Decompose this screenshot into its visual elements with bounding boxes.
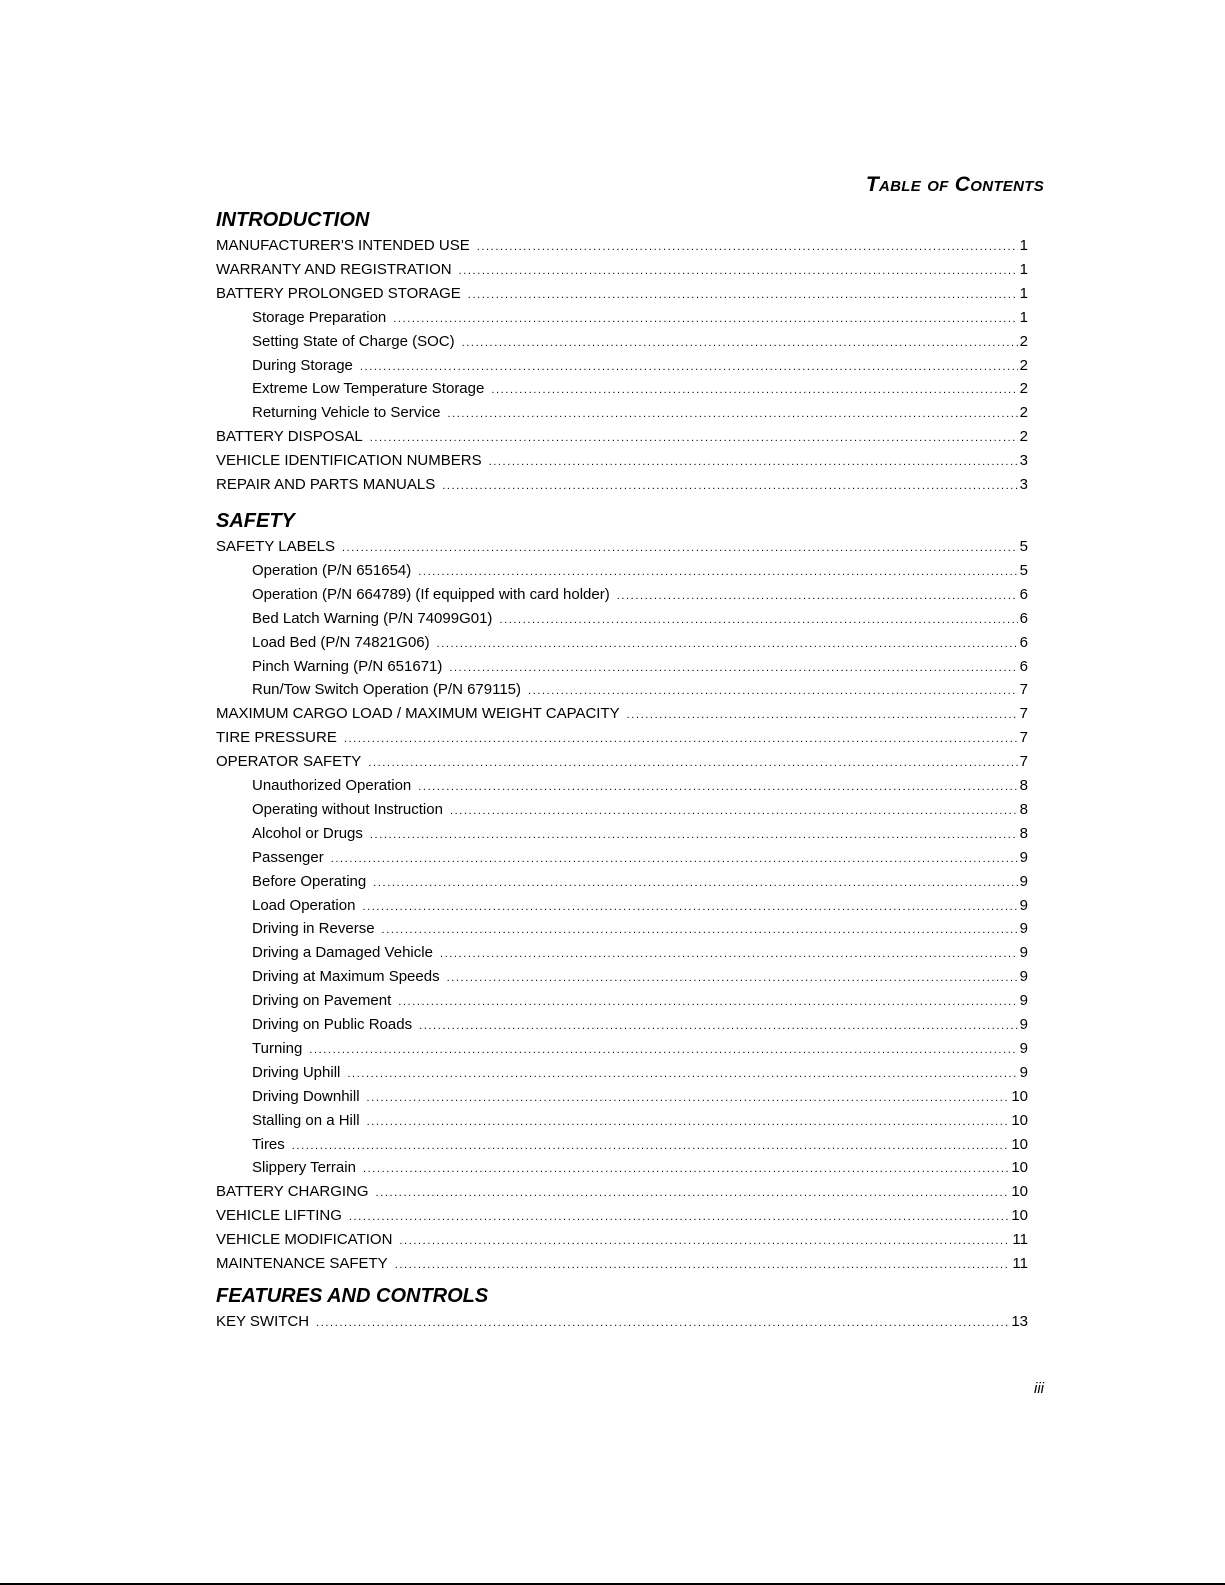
toc-entry-label: Unauthorized Operation	[252, 777, 412, 794]
toc-entry-page: 7	[1019, 753, 1028, 771]
toc-subentry[interactable]	[252, 633, 1028, 653]
toc-entry-page: 10	[1011, 1159, 1028, 1177]
dot-leader	[528, 681, 1018, 701]
toc-entry-page: 10	[1011, 1135, 1028, 1153]
toc-entry-page: 3	[1019, 452, 1028, 470]
dot-leader	[419, 1016, 1018, 1036]
dot-leader	[368, 753, 1017, 773]
toc-entry-page: 2	[1019, 332, 1028, 350]
toc-subentry[interactable]	[252, 1135, 1028, 1155]
toc-subentry[interactable]	[252, 657, 1028, 677]
dot-leader	[447, 404, 1017, 424]
toc-subentry[interactable]	[252, 848, 1028, 868]
toc-subentry[interactable]	[252, 896, 1028, 916]
toc-entry-label: VEHICLE LIFTING	[216, 1207, 342, 1225]
toc-entry-label: Driving at Maximum Speeds	[252, 968, 440, 986]
toc-entry-label: Pinch Warning (P/N 651671)	[252, 657, 443, 675]
section-heading: FEATURES AND CONTROLS	[216, 1285, 489, 1307]
dot-leader	[393, 309, 1017, 329]
toc-subentry[interactable]	[252, 1111, 1028, 1131]
toc-entry[interactable]	[216, 1206, 1028, 1226]
dot-leader	[367, 1112, 1010, 1132]
dot-leader	[468, 285, 1018, 305]
toc-subentry[interactable]	[252, 1039, 1028, 1059]
toc-subentry[interactable]	[252, 1158, 1028, 1178]
toc-entry[interactable]	[216, 260, 1028, 280]
toc-entry-label: REPAIR AND PARTS MANUALS	[216, 476, 436, 493]
dot-leader	[344, 729, 1018, 749]
toc-entry-label: VEHICLE MODIFICATION	[216, 1231, 393, 1249]
toc-entry-label: BATTERY CHARGING	[216, 1183, 369, 1201]
dot-leader	[440, 944, 1018, 964]
toc-entry-label: Driving Uphill	[252, 1063, 341, 1081]
toc-entry-label: KEY SWITCH	[216, 1313, 310, 1330]
dot-leader	[491, 380, 1017, 400]
toc-entry-label: VEHICLE IDENTIFICATION NUMBERS	[216, 452, 482, 470]
dot-leader	[437, 634, 1018, 654]
toc-entry[interactable]	[216, 752, 1028, 772]
toc-entry-label: Alcohol or Drugs	[252, 824, 363, 842]
dot-leader	[418, 777, 1017, 797]
dot-leader	[449, 658, 1017, 678]
toc-entry-page: 1	[1019, 284, 1028, 302]
toc-entry-label: Slippery Terrain	[252, 1159, 356, 1177]
dot-leader	[617, 586, 1018, 606]
toc-entry-label: Operating without Instruction	[252, 800, 443, 818]
toc-subentry[interactable]	[252, 1015, 1028, 1035]
dot-leader	[360, 357, 1018, 377]
toc-entry-page: 1	[1019, 237, 1028, 254]
toc-entry-page: 9	[1019, 848, 1028, 866]
toc-entry[interactable]	[216, 537, 1028, 557]
toc-entry-page: 13	[1011, 1313, 1028, 1330]
toc-entry-label: Run/Tow Switch Operation (P/N 679115)	[252, 681, 522, 699]
toc-entry-page: 11	[1012, 1255, 1028, 1272]
toc-entry-page: 5	[1019, 561, 1028, 579]
toc-entry-page: 6	[1019, 657, 1028, 675]
toc-subentry[interactable]	[252, 1087, 1028, 1107]
toc-entry-label: During Storage	[252, 356, 353, 374]
toc-subentry[interactable]	[252, 308, 1028, 328]
toc-subentry[interactable]	[252, 332, 1028, 352]
dot-leader	[342, 538, 1018, 558]
page-title: Table of Contents	[865, 173, 1044, 196]
dot-leader	[499, 610, 1017, 630]
dot-leader	[316, 1313, 1009, 1333]
toc-entry-label: Returning Vehicle to Service	[252, 404, 441, 422]
toc-subentry[interactable]	[252, 991, 1028, 1011]
toc-subentry[interactable]	[252, 943, 1028, 963]
dot-leader	[367, 1088, 1010, 1108]
toc-entry[interactable]	[216, 1254, 1028, 1274]
toc-entry-label: Before Operating	[252, 872, 367, 890]
toc-entry-page: 7	[1019, 705, 1028, 723]
toc-entry-label: MANUFACTURER'S INTENDED USE	[216, 237, 470, 254]
toc-entry-label: Extreme Low Temperature Storage	[252, 380, 485, 398]
toc-entry-label: Operation (P/N 664789) (If equipped with card holder)	[252, 585, 610, 603]
toc-entry[interactable]	[216, 1182, 1028, 1202]
toc-entry-page: 7	[1019, 729, 1028, 747]
toc-entry-page: 10	[1011, 1111, 1028, 1129]
toc-entry-page: 1	[1019, 308, 1028, 326]
toc-entry-page: 9	[1019, 1016, 1028, 1033]
dot-leader	[489, 452, 1018, 472]
toc-entry-page: 6	[1019, 633, 1028, 651]
toc-entry-page: 2	[1019, 404, 1028, 422]
toc-entry-page: 9	[1019, 944, 1028, 962]
dot-leader	[442, 476, 1017, 496]
toc-entry-label: Driving in Reverse	[252, 920, 375, 938]
dot-leader	[370, 428, 1018, 448]
toc-entry-page: 8	[1019, 800, 1028, 818]
toc-subentry[interactable]	[252, 824, 1028, 844]
toc-entry-page: 9	[1019, 1039, 1028, 1057]
toc-entry-label: Setting State of Charge (SOC)	[252, 332, 455, 350]
toc-subentry[interactable]	[252, 609, 1028, 629]
toc-entry-page: 2	[1019, 428, 1028, 446]
section-heading: INTRODUCTION	[216, 209, 370, 231]
toc-entry-page: 10	[1011, 1087, 1028, 1105]
toc-subentry[interactable]	[252, 919, 1028, 939]
toc-entry-label: Driving on Pavement	[252, 992, 392, 1010]
toc-entry-page: 1	[1019, 260, 1028, 278]
toc-entry-label: MAINTENANCE SAFETY	[216, 1255, 388, 1272]
dot-leader	[447, 968, 1018, 988]
toc-subentry[interactable]	[252, 403, 1028, 423]
toc-subentry[interactable]	[252, 680, 1028, 700]
toc-entry-label: OPERATOR SAFETY	[216, 753, 362, 771]
toc-subentry[interactable]	[252, 356, 1028, 376]
dot-leader	[450, 801, 1018, 821]
dot-leader	[398, 992, 1017, 1012]
toc-entry-label: Passenger	[252, 848, 324, 866]
section-heading: SAFETY	[216, 510, 295, 532]
toc-entry-label: Load Bed (P/N 74821G06)	[252, 633, 430, 651]
toc-entry-page: 9	[1019, 896, 1028, 914]
toc-subentry[interactable]	[252, 872, 1028, 892]
toc-entry[interactable]	[216, 451, 1028, 471]
toc-entry[interactable]	[216, 284, 1028, 304]
toc-entry-label: Driving on Public Roads	[252, 1016, 413, 1033]
toc-subentry[interactable]	[252, 379, 1028, 399]
toc-entry-page: 9	[1019, 920, 1028, 938]
toc-entry-page: 8	[1019, 824, 1028, 842]
toc-entry[interactable]	[216, 427, 1028, 447]
toc-entry[interactable]	[216, 236, 1028, 256]
toc-entry-page: 3	[1019, 476, 1028, 493]
dot-leader	[627, 705, 1018, 725]
toc-entry-label: Load Operation	[252, 896, 356, 914]
toc-subentry[interactable]	[252, 800, 1028, 820]
toc-entry-page: 10	[1011, 1207, 1028, 1225]
toc-entry-page: 9	[1019, 1063, 1028, 1081]
toc-entry-page: 8	[1019, 777, 1028, 794]
dot-leader	[331, 849, 1018, 869]
toc-subentry[interactable]	[252, 585, 1028, 605]
toc-entry-page: 5	[1019, 538, 1028, 555]
toc-entry[interactable]	[216, 728, 1028, 748]
toc-entry-label: Bed Latch Warning (P/N 74099G01)	[252, 609, 493, 627]
toc-entry[interactable]	[216, 1230, 1028, 1250]
toc-subentry[interactable]	[252, 967, 1028, 987]
toc-entry-label: BATTERY PROLONGED STORAGE	[216, 284, 461, 302]
dot-leader	[347, 1064, 1017, 1084]
toc-entry-label: SAFETY LABELS	[216, 538, 335, 555]
toc-entry-label: Driving a Damaged Vehicle	[252, 944, 433, 962]
dot-leader	[376, 1183, 1010, 1203]
dot-leader	[363, 1159, 1009, 1179]
toc-subentry[interactable]	[252, 776, 1028, 796]
dot-leader	[418, 562, 1017, 582]
toc-entry-label: BATTERY DISPOSAL	[216, 428, 363, 446]
dot-leader	[309, 1040, 1017, 1060]
dot-leader	[373, 873, 1017, 893]
toc-entry-page: 2	[1019, 356, 1028, 374]
dot-leader	[370, 825, 1018, 845]
toc-entry-label: Operation (P/N 651654)	[252, 561, 412, 579]
dot-leader	[292, 1136, 1010, 1156]
toc-entry-page: 10	[1011, 1183, 1028, 1201]
dot-leader	[459, 261, 1018, 281]
toc-entry-label: Stalling on a Hill	[252, 1111, 360, 1129]
toc-entry-page: 7	[1019, 681, 1028, 699]
toc-entry-page: 9	[1019, 992, 1028, 1010]
dot-leader	[382, 920, 1018, 940]
toc-entry-label: MAXIMUM CARGO LOAD / MAXIMUM WEIGHT CAPACITY	[216, 705, 620, 723]
toc-entry[interactable]	[216, 1312, 1028, 1332]
toc-entry-page: 9	[1019, 872, 1028, 890]
toc-entry[interactable]	[216, 704, 1028, 724]
toc-entry[interactable]	[216, 475, 1028, 495]
toc-entry-label: Storage Preparation	[252, 308, 387, 326]
toc-entry-page: 2	[1019, 380, 1028, 398]
dot-leader	[349, 1207, 1009, 1227]
toc-entry-page: 6	[1019, 585, 1028, 603]
toc-entry-label: Driving Downhill	[252, 1087, 360, 1105]
toc-entry-label: Turning	[252, 1039, 303, 1057]
dot-leader	[395, 1255, 1011, 1275]
toc-entry-page: 11	[1012, 1231, 1028, 1249]
toc-subentry[interactable]	[252, 561, 1028, 581]
dot-leader	[399, 1231, 1010, 1251]
toc-entry-page: 6	[1019, 609, 1028, 627]
dot-leader	[462, 333, 1018, 353]
toc-entry-label: Tires	[252, 1135, 285, 1153]
toc-entry-label: TIRE PRESSURE	[216, 729, 337, 747]
dot-leader	[477, 237, 1018, 257]
toc-entry-page: 9	[1019, 968, 1028, 986]
toc-entry-label: WARRANTY AND REGISTRATION	[216, 260, 452, 278]
dot-leader	[362, 897, 1017, 917]
toc-subentry[interactable]	[252, 1063, 1028, 1083]
page-number: iii	[1034, 1380, 1044, 1397]
